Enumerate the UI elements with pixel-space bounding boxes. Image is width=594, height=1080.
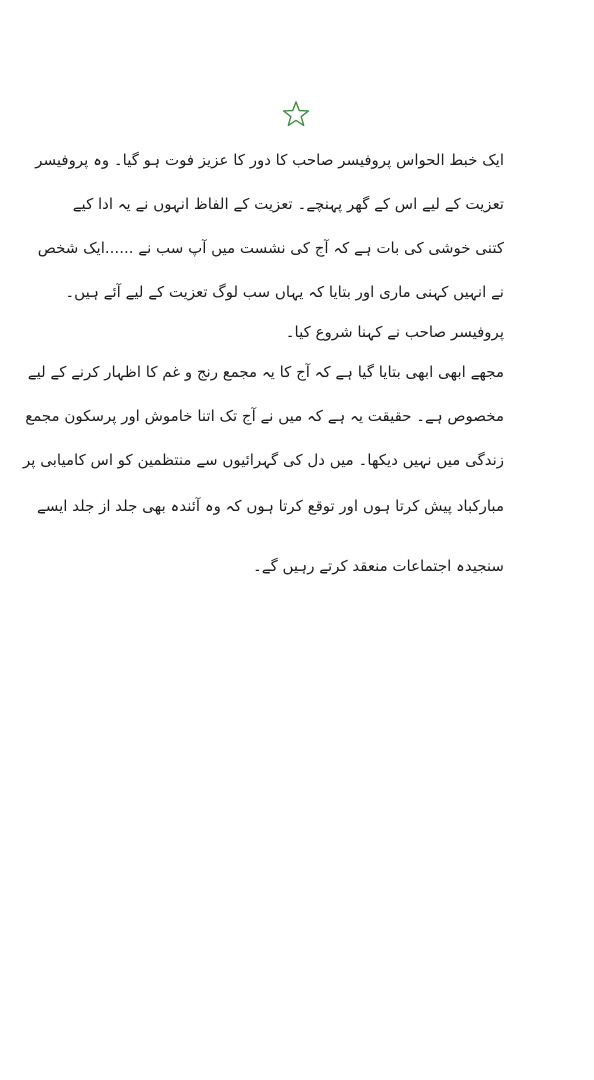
star-outline-icon xyxy=(282,100,310,128)
story-text xyxy=(23,140,504,610)
paragraph-line: پروفیسر صاحب نے کہنا شروع کیا۔ xyxy=(285,323,504,341)
paragraph-line: مخصوص ہے۔ حقیقت یہ ہے کہ میں نے آج تک اتنا خاموش اور پرسکون مجمع xyxy=(25,407,504,425)
paragraph-line: ایک خبط الحواس پروفیسر صاحب کا دور کا عزیز فوت ہو گیا۔ وہ پروفیسر xyxy=(35,151,504,169)
paragraph-line: مجھے ابھی ابھی بتایا گیا ہے کہ آج کا یہ مجمع رنج و غم کا اظہار کرنے کے لیے xyxy=(27,363,504,381)
paragraph-line: نے انہیں کہنی ماری اور بتایا کہ یہاں سب لوگ تعزیت کے لیے آئے ہیں۔ xyxy=(65,283,504,301)
paragraph-line: سنجیدہ اجتماعات منعقد کرتے رہیں گے۔ xyxy=(253,557,504,575)
paragraph-line: تعزیت کے لیے اس کے گھر پہنچے۔ تعزیت کے الفاظ انہوں نے یہ ادا کیے xyxy=(72,195,504,213)
paragraph-line: کتنی خوشی کی بات ہے کہ آج کی نشست میں آپ سب نے ......ایک شخص xyxy=(37,239,504,257)
paragraph-line: زندگی میں نہیں دیکھا۔ میں دل کی گہرائیوں سے منتظمین کو اس کامیابی پر xyxy=(23,451,504,469)
paragraph-line: مبارکباد پیش کرتا ہوں اور توقع کرتا ہوں کہ وہ آئندہ بھی جلد از جلد ایسے xyxy=(36,497,504,515)
